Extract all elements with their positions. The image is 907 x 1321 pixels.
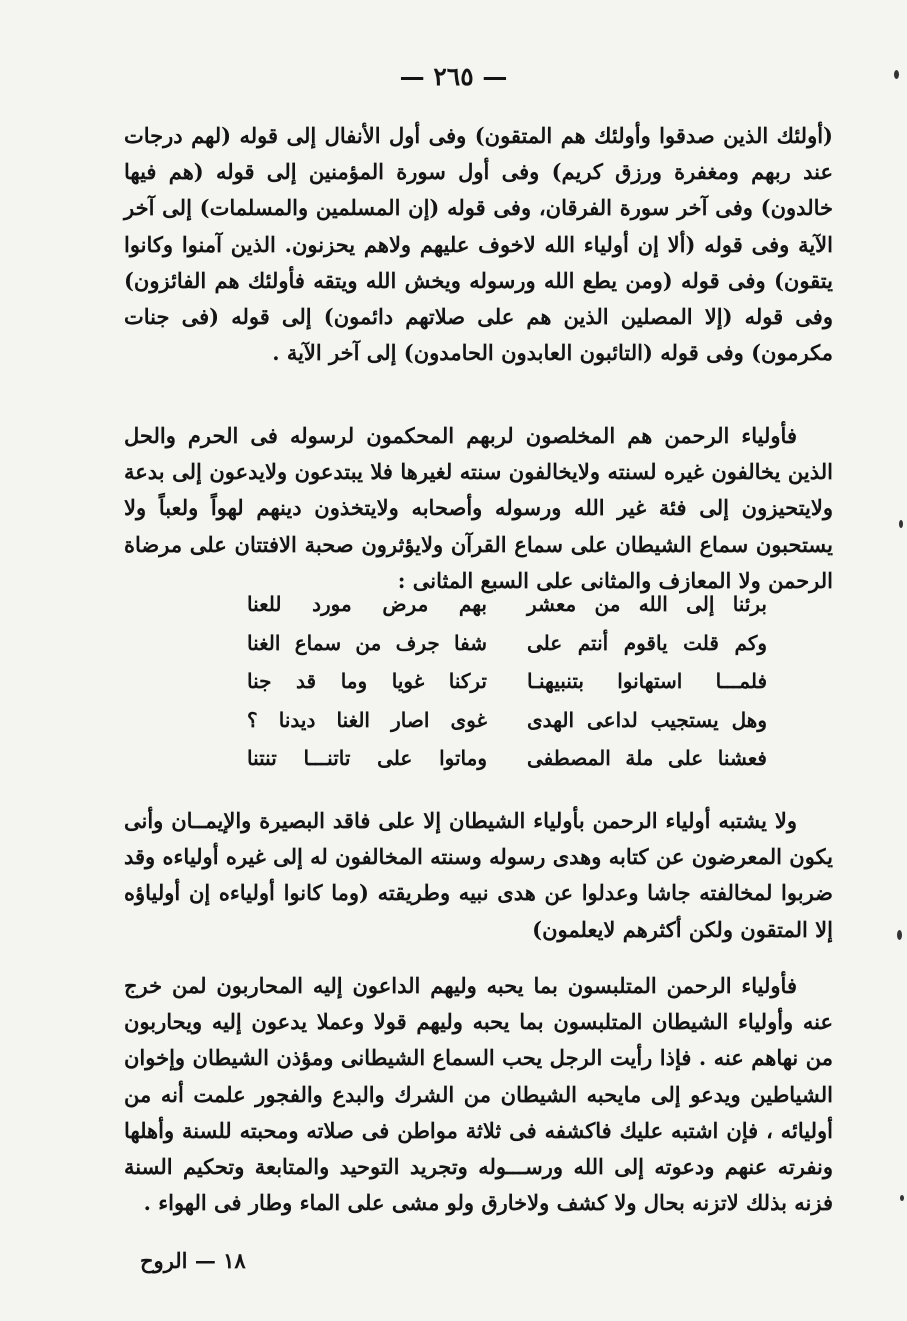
scan-speck [899,520,903,528]
paragraph-text: (أولئك الذين صدقوا وأولئك هم المتقون) وفى أول الأنفال إلى قوله (لهم درجات عند ربهم ومغفرة ورزق كريم) وفى أول سورة المؤمنين إلى قوله (هم فيها خالدون) وفى آخر سورة الفرقان، وفى قوله (إن المسلمين والمسلمات) إلى آخر الآية وفى قوله (ألا إن أولياء الله لاخوف عليهم ولاهم يحزنون. الذين آمنوا وكانوا يتقون) وفى قوله (ومن يطع الله ورسوله ويخش الله ويتقه فأولئك هم الفائزون) وفى قوله (إلا المصلين الذين هم على صلاتهم دائمون) إلى قوله (فى جنات مكرمون) وفى قوله (التائبون العابدون الحامدون) إلى آخر الآية . [124,123,833,366]
paragraph-no-confusion [124,803,833,948]
poem-hemistich-first: برئنا إلى الله من معشر [527,592,767,616]
scan-speck [900,1195,904,1201]
page-number: — ٢٦٥ — [399,62,508,91]
poem-line [247,624,767,663]
scan-speck [897,930,902,940]
paragraph-test-of-awliya [124,968,833,1221]
poem-hemistich-first: فعشنا على ملة المصطفى [527,746,767,770]
poem-hemistich-second: بهم مرض مورد للعنا [247,592,487,616]
poem-hemistich-first: وكم قلت ياقوم أنتم على [527,630,767,655]
paragraph-text: فأولياء الرحمن المتلبسون بما يحبه وليهم الداعون إليه المحاربون لمن خرج عنه وأولياء الشيطان المتلبسون بما يحبه وليهم قولا وعملا يدعون إليه ويحاربون من نهاهم عنه . فإذا رأيت الرجل يحب السماع الشيطانى ومؤذن الشيطان وإخوان الشياطين ويدعو إلى مايحبه الشيطان من الشرك والبدع والفجور علمت أنه من أوليائه ، فإن اشتبه عليك فاكشفه فى ثلاثة مواطن فى صلاته ومحبته للسنة وأهلها ونفرته عنهم ودعوته إلى الله ورســـوله وتجريد التوحيد والمتابعة وتحكيم السنة فزنه بذلك لاتزنه بحال ولا كشف ولاخارق ولو مشى على الماء وطار فى الهواء . [124,973,833,1216]
paragraph-verses-list [124,118,833,371]
poem-line [247,701,767,740]
page-footer-signature: ١٨ — الروح [140,1248,246,1273]
poem-hemistich-second: غوى اصار الغنا ديدنا ؟ [247,707,487,732]
paragraph-text: فأولياء الرحمن هم المخلصون لربهم المحكمون لرسوله فى الحرم والحل الذين يخالفون غيره لسنته ولايخالفون سنته لغيرها فلا يبتدعون ولايدعون إلى بدعة ولايتحيزون إلى فئة غير الله ورسوله وأصحابه ولايتخذون دينهم لهواً ولعباً ولا يستحبون سماع الشيطان على سماع القرآن ولايؤثرون صحبة الافتتان على مرضاة الرحمن ولا المعازف والمثانى على السبع المثانى : [124,423,833,593]
poem-hemistich-first: وهل يستجيب لداعى الهدى [527,707,767,732]
scan-speck [894,70,899,79]
poem-hemistich-first: فلمـــا استهانوا بتنبيهنـا [527,669,767,693]
poem-hemistich-second: تركنا غويا وما قد جنا [247,669,487,693]
poem-hemistich-second: شفا جرف من سماع الغنا [247,630,487,655]
poem [247,585,767,778]
poem-line [247,585,767,624]
poem-line [247,662,767,701]
paragraph-awliya-rahman [124,418,833,599]
poem-hemistich-second: وماتوا على تاتنـــا تنتنا [247,746,487,770]
paragraph-text: ولا يشتبه أولياء الرحمن بأولياء الشيطان إلا على فاقد البصيرة والإيمــان وأنى يكون المعرضون عن كتابه وهدى رسوله وسنته المخالفون له إلى غيره أولياءه وقد ضربوا لمخالفته جاشا وعدلوا عن هدى نبيه وطريقته (وما كانوا أولياءه إن أولياؤه إلا المتقون ولكن أكثرهم لايعلمون) [124,808,833,942]
poem-line [247,739,767,778]
